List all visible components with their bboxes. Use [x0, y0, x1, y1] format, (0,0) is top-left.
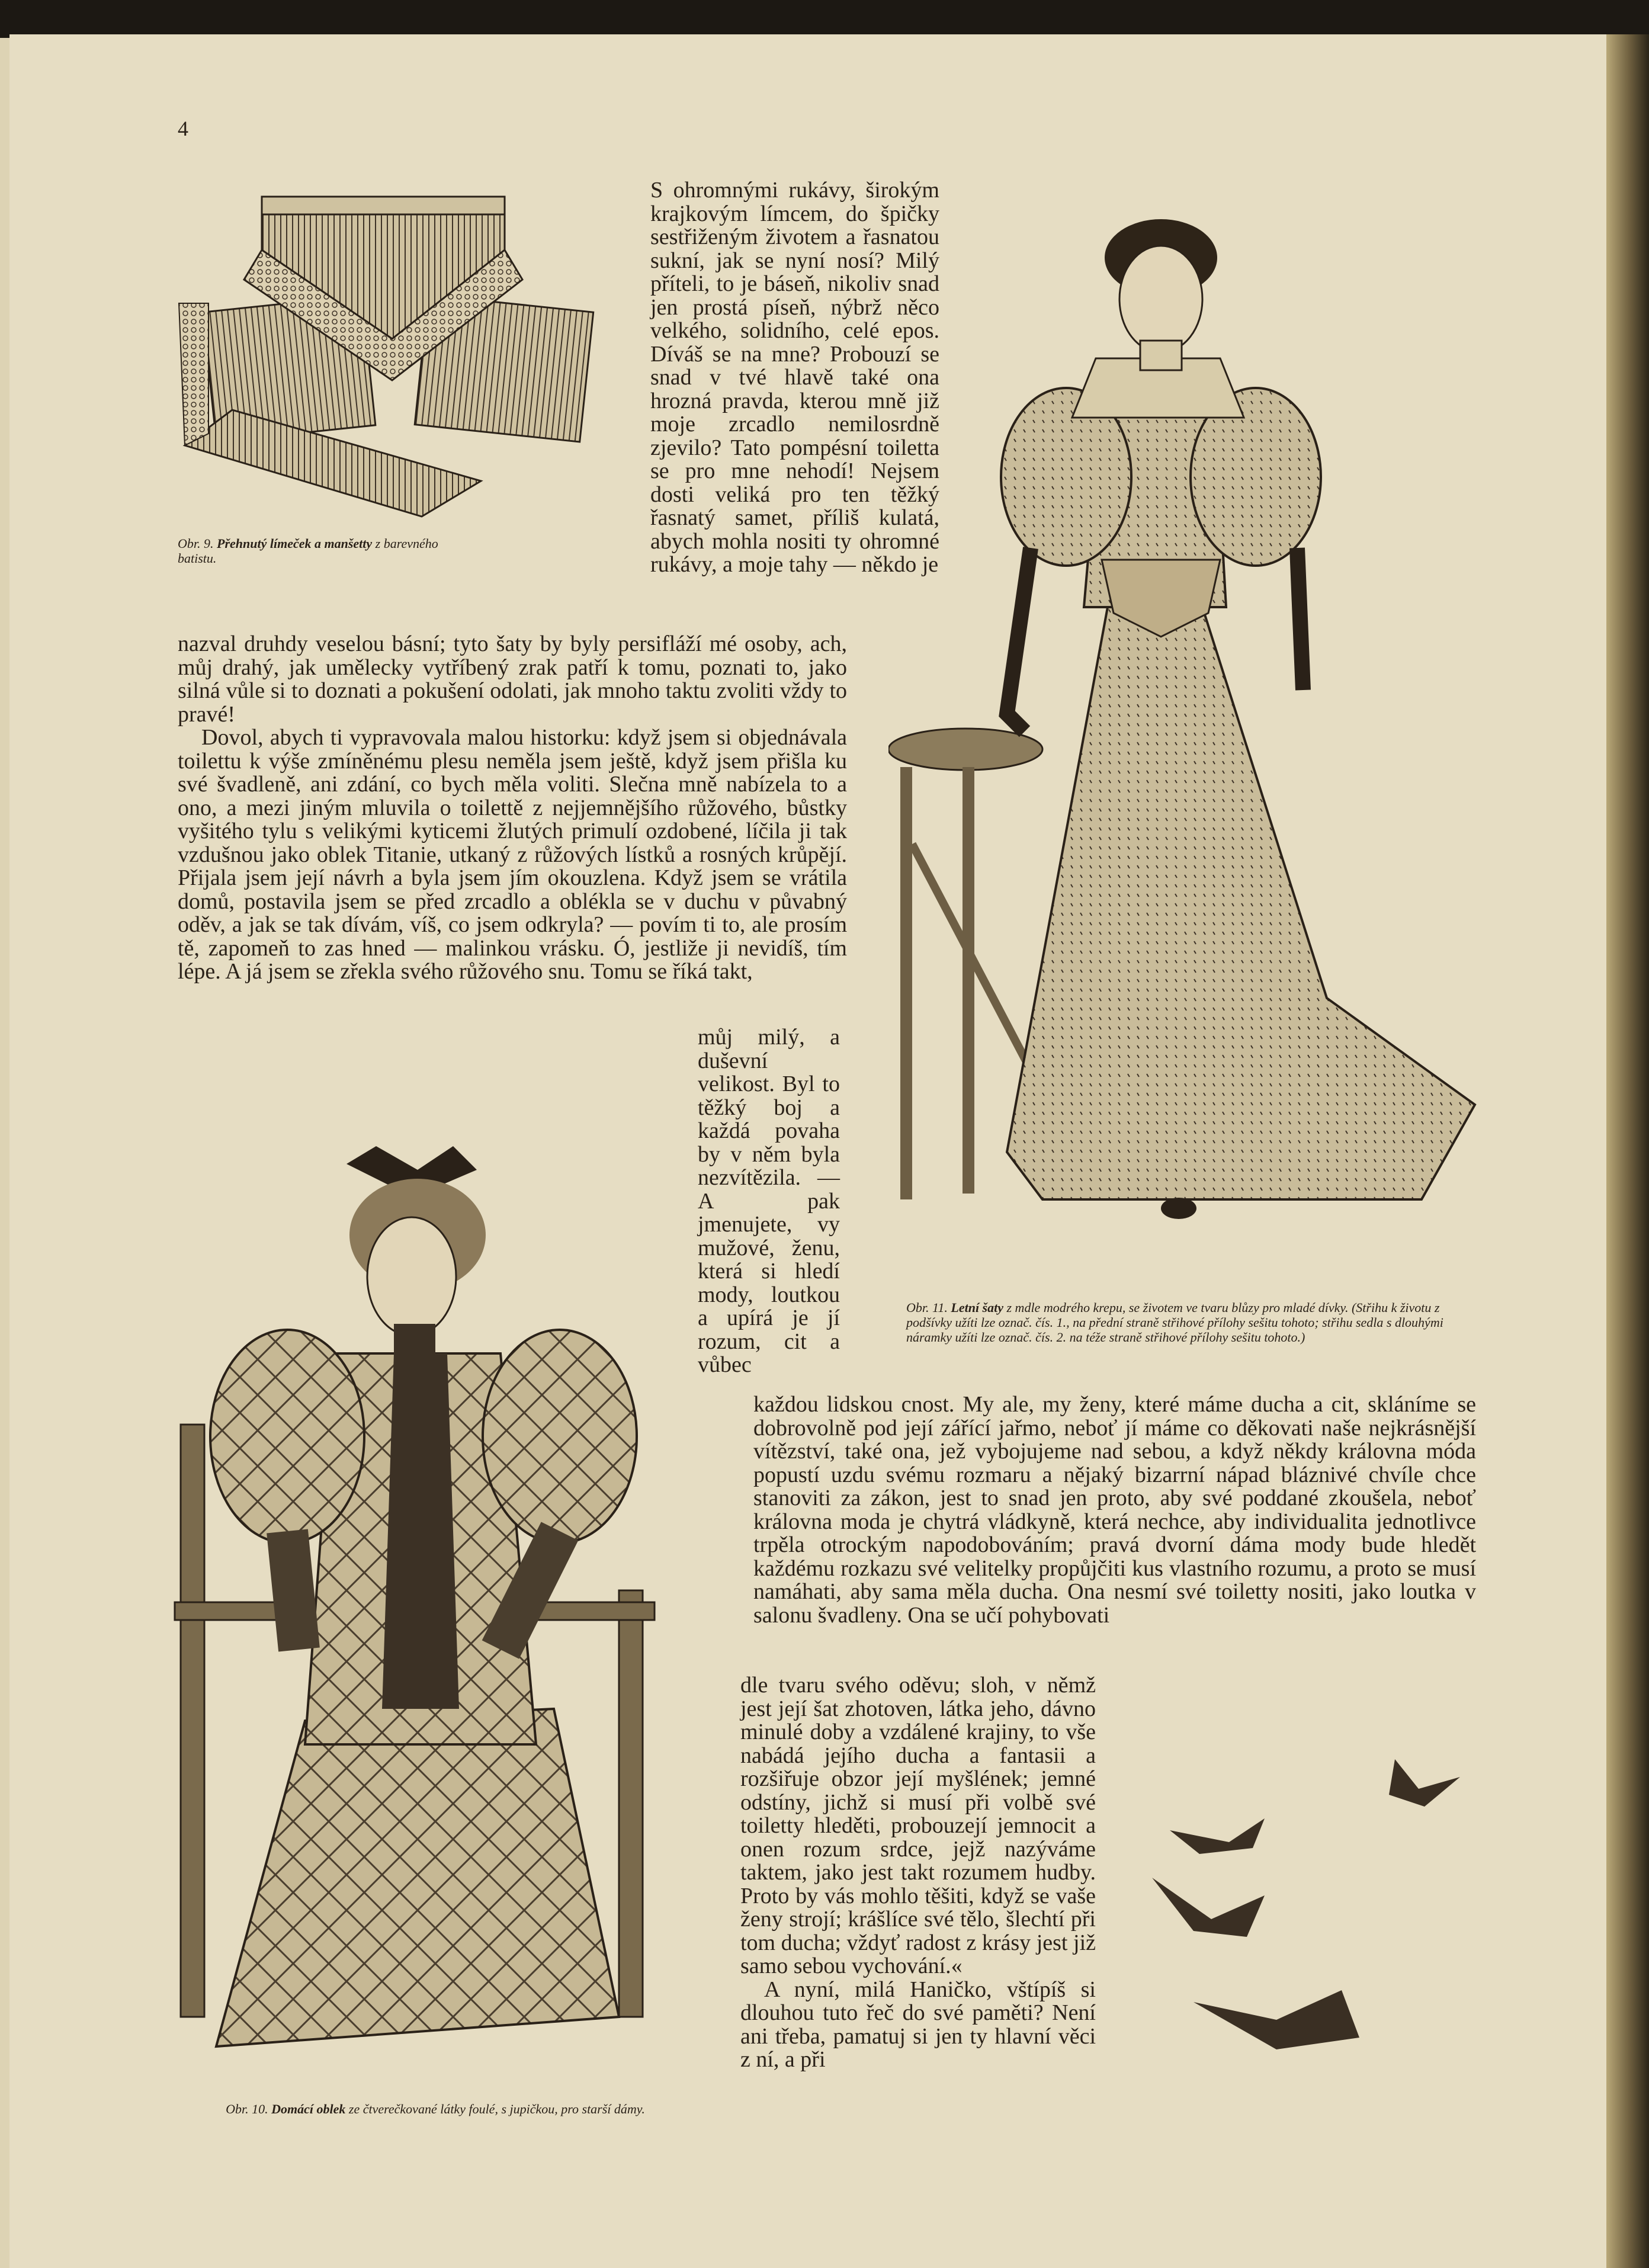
caption-fig10: Obr. 10. Domácí oblek ze čtverečkované látky foulé, s jupičkou, pro starší dámy.	[226, 2102, 645, 2116]
scan-top-edge	[0, 0, 1649, 38]
paragraph-4: A nyní, milá Haničko, vštípíš si dlouhou tuto řeč do své paměti? Není ani třeba, pamatuj si jen ty hlavní věci z ní, a při	[740, 1977, 1096, 2072]
figure-house-dress	[169, 1128, 702, 2100]
book-binding-edge	[1606, 34, 1649, 2268]
figure-collar-cuffs	[173, 185, 599, 528]
page-number: 4	[178, 117, 188, 140]
text-wide-block	[178, 633, 847, 984]
caption-fig11: Obr. 11. Letní šaty z mdle modrého krepu, se životem ve tvaru blůzy pro mladé dívky. (Střihu k životu z podšívky užíti lze označ. čís. 1., na přední straně střihové přílohy sešitu tohoto; střihu sedla s dlouhými náramky užíti lze označ. čís. 2. na téže straně střihové přílohy sešitu tohoto.)	[906, 1300, 1443, 1345]
text-bottom-column	[740, 1674, 1096, 2072]
paragraph-1: nazval druhdy veselou básní; tyto šaty by byly persifláží mé osoby, ach, můj drahý, jak umělecky vytříbený zrak patří k tomu, poznati to, jako silná vůle si to doznati a pokušení odolati, jak mnoho taktu zvoliti vždy to pravé!	[178, 631, 847, 727]
text-column-top: S ohromnými rukávy, širokým krajkovým límcem, do špičky sestřiženým životem a řasnatou sukní, jak se nyní nosí? Milý příteli, to je báseň, nikoliv snad jen prostá píseň, nýbrž něco velkého, solidního, celé epos. Díváš se na mne? Probouzí se snad v tvé hlavě také ona hrozná pravda, kterou mně již moje zrcadlo nemilosrdně zjevilo? Tato pompésní toiletta se pro mne nehodí! Nejsem dosti veliká pro ten těžký řasnatý samet, příliš kulatá, abych mohla nositi ty ohromné rukávy, a moje tahy — někdo je	[650, 178, 939, 577]
paragraph-2: Dovol, abych ti vypravovala malou historku: když jsem si objednávala toilettu k výše zmíněnému plesu neměla jsem ještě, když jsem přišla ku své švadleně, ani zdání, co bych měla voliti. Slečna mně nabízela to a ono, a mezi jiným mluvila o toilettě z nejjemnějšího růžového, bůstky vyšitého tylu s velikými kyticemi žlutých primulí ozdobené, líčila ji tak vzdušnou jako oblek Titanie, utkaný z růžových lístků a rosných krůpějí. Přijala jsem její návrh a byla jsem jím okouzlena. Když jsem se vrátila domů, postavila jsem se před zrcadlo a oblékla se v duchu v půvabný oděv, a jak se tak dívám, víš, co jsem odkryla? — povím ti to, ale prosím tě, zapomeň to zas hned — malinkou vrásku. Ó, jestliže ji nevidíš, tím lépe. A já jsem se zřekla svého růžového snu. Tomu se říká takt,	[178, 725, 847, 984]
caption-fig9: Obr. 9. Přehnutý límeček a manšetty z barevného batistu.	[178, 536, 438, 566]
figure-summer-dress	[888, 181, 1490, 1253]
text-middle-paragraph: každou lidskou cnost. My ale, my ženy, které máme ducha a cit, skláníme se dobrovolně pod její zářící jařmo, neboť jí máme co děkovati naše nejkrásnější vítězství, také ona, jež vybojujeme nad sebou, a když někdy královna móda popustí uzdu svému rozmaru a nějaký bizarrní nápad bláznivé chvíle chce stanoviti za zákon, jest to snad jen proto, aby své poddané zkoušela, neboť královna moda je chytrá vládkyně, která nechce, aby individualita jednotlivce trpěla otrockým napodobováním; pravá dvorní dáma mody bude hledět každému rozkazu své velitelky propůjčiti kus vlastního rozumu, a proto se musí namáhati, aby sama měla ducha. Ona nesmí své toiletty nositi, jako loutka v salonu švadleny. Ona se učí pohybovati	[753, 1392, 1476, 1628]
paragraph-3: dle tvaru svého oděvu; sloh, v němž jest její šat zhotoven, látka jeho, dávno minulé doby a vzdálené krajiny, to vše nabádá jejího ducha a fantasii a rozšiřuje obzor její myšlének; jemné odstíny, jichž si musí při volbě své toiletty hleděti, probouzejí jemnocit a onen rozum srdce, jejž nazýváme taktem, jako jest takt rozumem hudby. Proto by vás mohlo těšiti, když se vaše ženy strojí; krášlíce své tělo, šlechtí při tom ducha; vždyť radost z krásy jest již samo sebou vychování.«	[740, 1673, 1096, 1978]
text-narrow-column: můj milý, a duševní velikost. Byl to těžký boj a každá povaha by v něm byla nezvítězila. — A pak jmenujete, vy mužové, ženu, která si hledí mody, loutkou a upírá je jí rozum, cit a vůbec	[698, 1025, 840, 1377]
figure-swallows	[1146, 1741, 1496, 2097]
